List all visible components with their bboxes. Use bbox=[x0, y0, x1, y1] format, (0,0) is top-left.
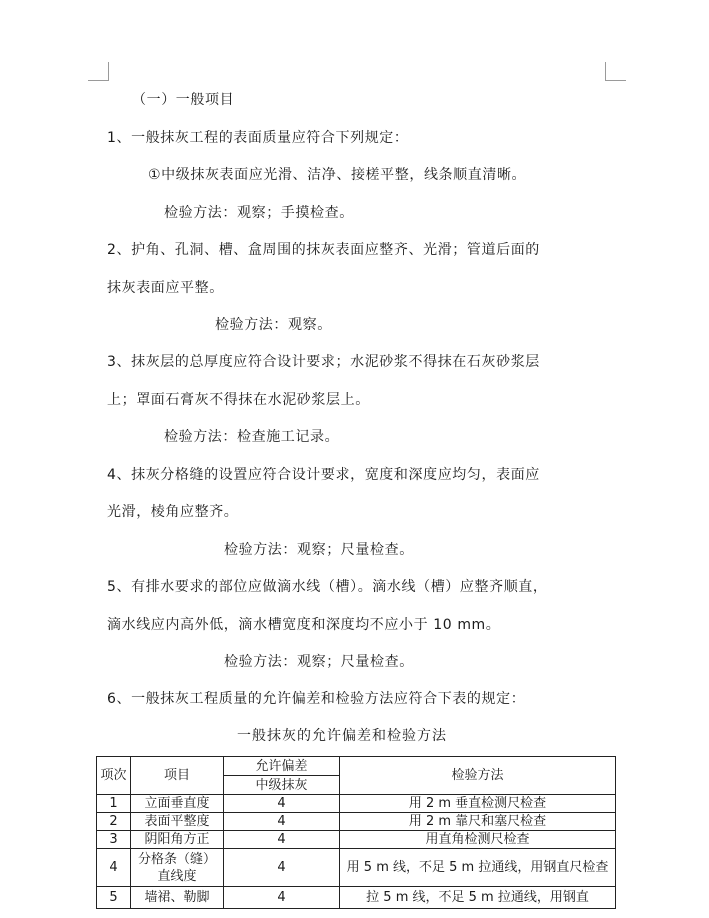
page-corner-mark-right bbox=[605, 62, 626, 81]
paragraph-item-4-line-1: 4、抹灰分格缝的设置应符合设计要求，宽度和深度应均匀，表面应 bbox=[107, 467, 540, 483]
inspection-method-3: 检验方法：检查施工记录。 bbox=[164, 429, 340, 445]
section-title: （一）一般项目 bbox=[132, 92, 235, 108]
row-method: 用 2 m 靠尺和塞尺检查 bbox=[340, 813, 616, 831]
paragraph-item-3-line-2: 上；罩面石膏灰不得抹在水泥砂浆层上。 bbox=[107, 392, 370, 408]
table-row bbox=[97, 849, 616, 887]
row-index: 3 bbox=[97, 831, 131, 849]
row-tolerance: 4 bbox=[224, 887, 340, 909]
table-row bbox=[97, 887, 616, 909]
inspection-method-2: 检验方法：观察。 bbox=[215, 317, 332, 333]
row-index: 2 bbox=[97, 813, 131, 831]
paragraph-item-3-line-1: 3、抹灰层的总厚度应符合设计要求；水泥砂浆不得抹在石灰砂浆层 bbox=[107, 354, 540, 370]
row-method: 拉 5 m 线，不足 5 m 拉通线，用钢直 bbox=[340, 887, 616, 909]
header-tolerance-sub: 中级抹灰 bbox=[224, 776, 340, 795]
page-corner-mark-left bbox=[88, 62, 109, 81]
header-method: 检验方法 bbox=[340, 757, 616, 795]
row-item: 墙裙、勒脚 bbox=[131, 887, 224, 909]
paragraph-item-6: 6、一般抹灰工程质量的允许偏差和检验方法应符合下表的规定： bbox=[107, 691, 526, 707]
table-row bbox=[97, 795, 616, 813]
table-row bbox=[97, 831, 616, 849]
row-item: 立面垂直度 bbox=[131, 795, 224, 813]
row-tolerance: 4 bbox=[224, 849, 340, 887]
tolerance-table bbox=[96, 756, 616, 909]
row-item: 表面平整度 bbox=[131, 813, 224, 831]
inspection-method-5: 检验方法：观察；尺量检查。 bbox=[224, 654, 414, 670]
row-index: 1 bbox=[97, 795, 131, 813]
row-tolerance: 4 bbox=[224, 831, 340, 849]
paragraph-item-5-line-2: 滴水线应内高外低，滴水槽宽度和深度均不应小于 10 mm。 bbox=[107, 617, 501, 633]
row-item: 阴阳角方正 bbox=[131, 831, 224, 849]
row-method: 用 5 m 线，不足 5 m 拉通线，用钢直尺检查 bbox=[340, 849, 616, 887]
table-row bbox=[97, 813, 616, 831]
row-method: 用直角检测尺检查 bbox=[340, 831, 616, 849]
row-index: 5 bbox=[97, 887, 131, 909]
row-index: 4 bbox=[97, 849, 131, 887]
paragraph-item-4-line-2: 光滑，棱角应整齐。 bbox=[107, 504, 239, 520]
inspection-method-4: 检验方法：观察；尺量检查。 bbox=[224, 542, 414, 558]
paragraph-item-2-line-2: 抹灰表面应平整。 bbox=[107, 280, 224, 296]
paragraph-item-2-line-1: 2、护角、孔洞、槽、盒周围的抹灰表面应整齐、光滑；管道后面的 bbox=[107, 242, 540, 258]
row-item: 分格条（缝）直线度 bbox=[131, 849, 224, 887]
paragraph-item-5-line-1: 5、有排水要求的部位应做滴水线（槽）。滴水线（槽）应整齐顺直， bbox=[107, 579, 548, 595]
inspection-method-1: 检验方法：观察；手摸检查。 bbox=[164, 205, 354, 221]
row-tolerance: 4 bbox=[224, 795, 340, 813]
row-tolerance: 4 bbox=[224, 813, 340, 831]
header-item: 项目 bbox=[131, 757, 224, 795]
paragraph-item-1: 1、一般抹灰工程的表面质量应符合下列规定： bbox=[107, 130, 409, 146]
table-caption: 一般抹灰的允许偏差和检验方法 bbox=[237, 728, 447, 744]
row-method: 用 2 m 垂直检测尺检查 bbox=[340, 795, 616, 813]
header-index: 项次 bbox=[97, 757, 131, 795]
paragraph-item-1-sub: ①中级抹灰表面应光滑、洁净、接槎平整，线条顺直清晰。 bbox=[148, 167, 527, 183]
header-tolerance: 允许偏差 bbox=[224, 757, 340, 776]
table-header-row bbox=[97, 757, 616, 776]
